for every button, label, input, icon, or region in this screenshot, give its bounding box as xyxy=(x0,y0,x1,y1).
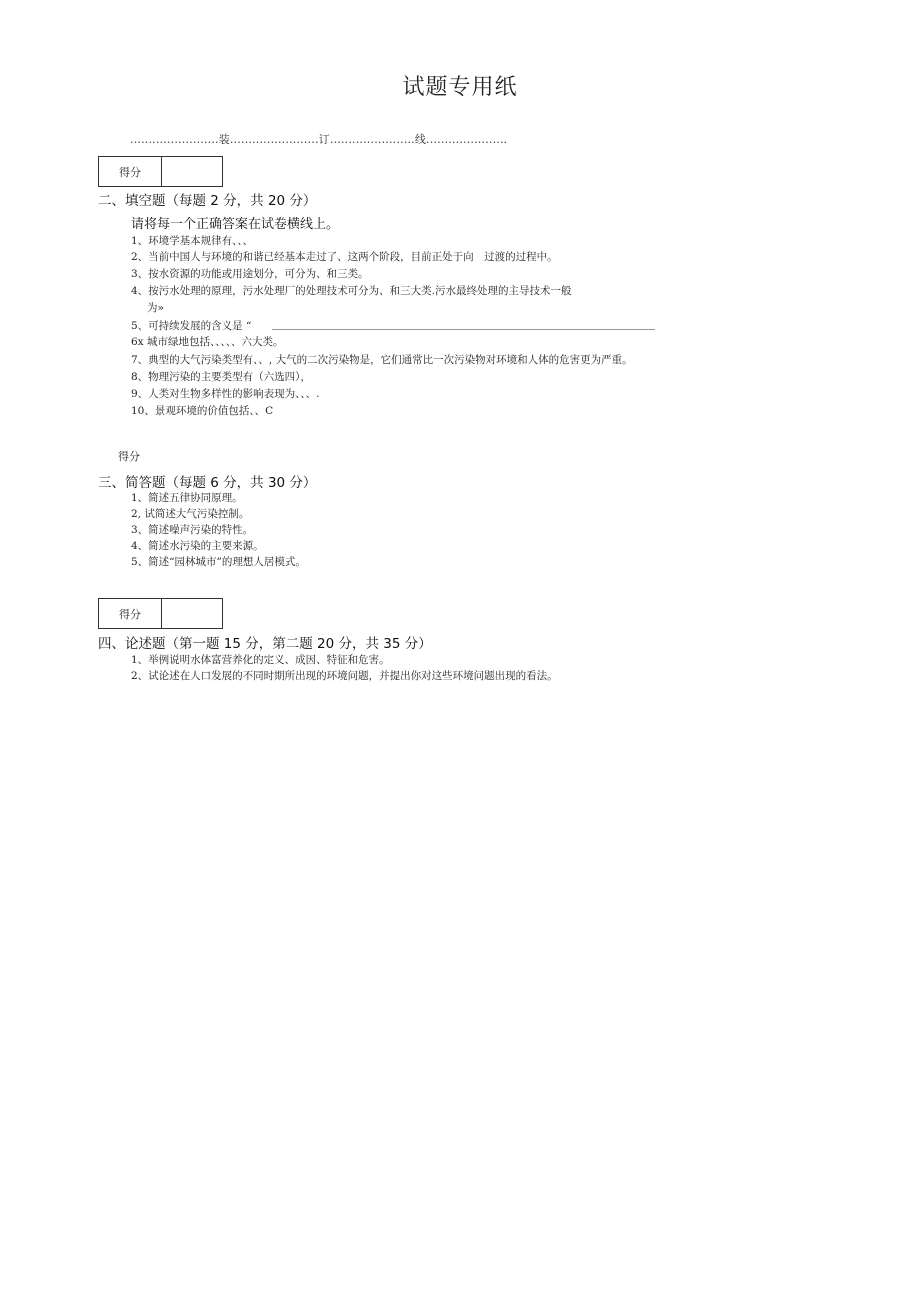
section-heading-fill-blank: 二、填空题（每题 2 分，共 20 分） xyxy=(98,193,317,209)
question-item: 3、简述噪声污染的特性。 xyxy=(131,524,254,536)
question-item: 5、简述“园林城市”的理想人居模式。 xyxy=(131,556,306,568)
score-label: 得分 xyxy=(99,599,162,628)
score-label: 得分 xyxy=(118,450,140,463)
section-heading-short-answer: 三、简答题（每题 6 分，共 30 分） xyxy=(98,475,317,491)
question-item: 4、按污水处理的原理，污水处理厂的处理技术可分为、和三大类.污水最终处理的主导技术一般 xyxy=(131,285,572,297)
answer-blank-line xyxy=(272,329,655,330)
score-box xyxy=(98,156,223,187)
score-box xyxy=(98,598,223,629)
question-item: 2、试论述在人口发展的不同时期所出现的环境问题，并提出你对这些环境问题出现的看法。 xyxy=(131,670,558,682)
question-item: 6x 城市绿地包括、、、、、六大类。 xyxy=(131,336,284,348)
question-item: 8、物理污染的主要类型有（六选四）， xyxy=(131,371,311,383)
score-value-cell[interactable] xyxy=(162,599,222,628)
question-item: 4、简述水污染的主要来源。 xyxy=(131,540,264,552)
page-title: 试题专用纸 xyxy=(402,75,518,100)
question-item: 3、按水资源的功能或用途划分，可分为、和三类。 xyxy=(131,268,369,280)
section-instruction: 请将每一个正确答案在试卷横线上。 xyxy=(131,217,340,232)
question-item: 1、举例说明水体富营养化的定义、成因、特征和危害。 xyxy=(131,654,390,666)
score-label: 得分 xyxy=(99,157,162,186)
score-value-cell[interactable] xyxy=(162,157,222,186)
section-heading-essay: 四、论述题（第一题 15 分，第二题 20 分，共 35 分） xyxy=(98,636,432,652)
question-item: 9、人类对生物多样性的影响表现为、、、. xyxy=(131,388,320,400)
question-item: 1、简述五律协同原理。 xyxy=(131,492,243,504)
question-item: 2、当前中国人与环境的和谐已经基本走过了、这两个阶段，目前正处于向 过渡的过程中。 xyxy=(131,251,558,263)
question-item: 5、可持续发展的含义是 “ xyxy=(131,320,252,332)
question-item-continuation: 为» xyxy=(147,302,164,314)
question-item: 2, 试简述大气污染控制。 xyxy=(131,508,250,520)
question-item: 10、景观环境的价值包括、、C xyxy=(131,405,274,417)
question-item: 1、环境学基本规律有、、、 xyxy=(131,235,254,247)
binding-line: ........................装........................订.......................线...................... xyxy=(130,133,508,146)
question-item: 7、典型的大气污染类型有、、, 大气的二次污染物是，它们通常比一次污染物对环境和人体的危害更为严重。 xyxy=(131,354,633,366)
